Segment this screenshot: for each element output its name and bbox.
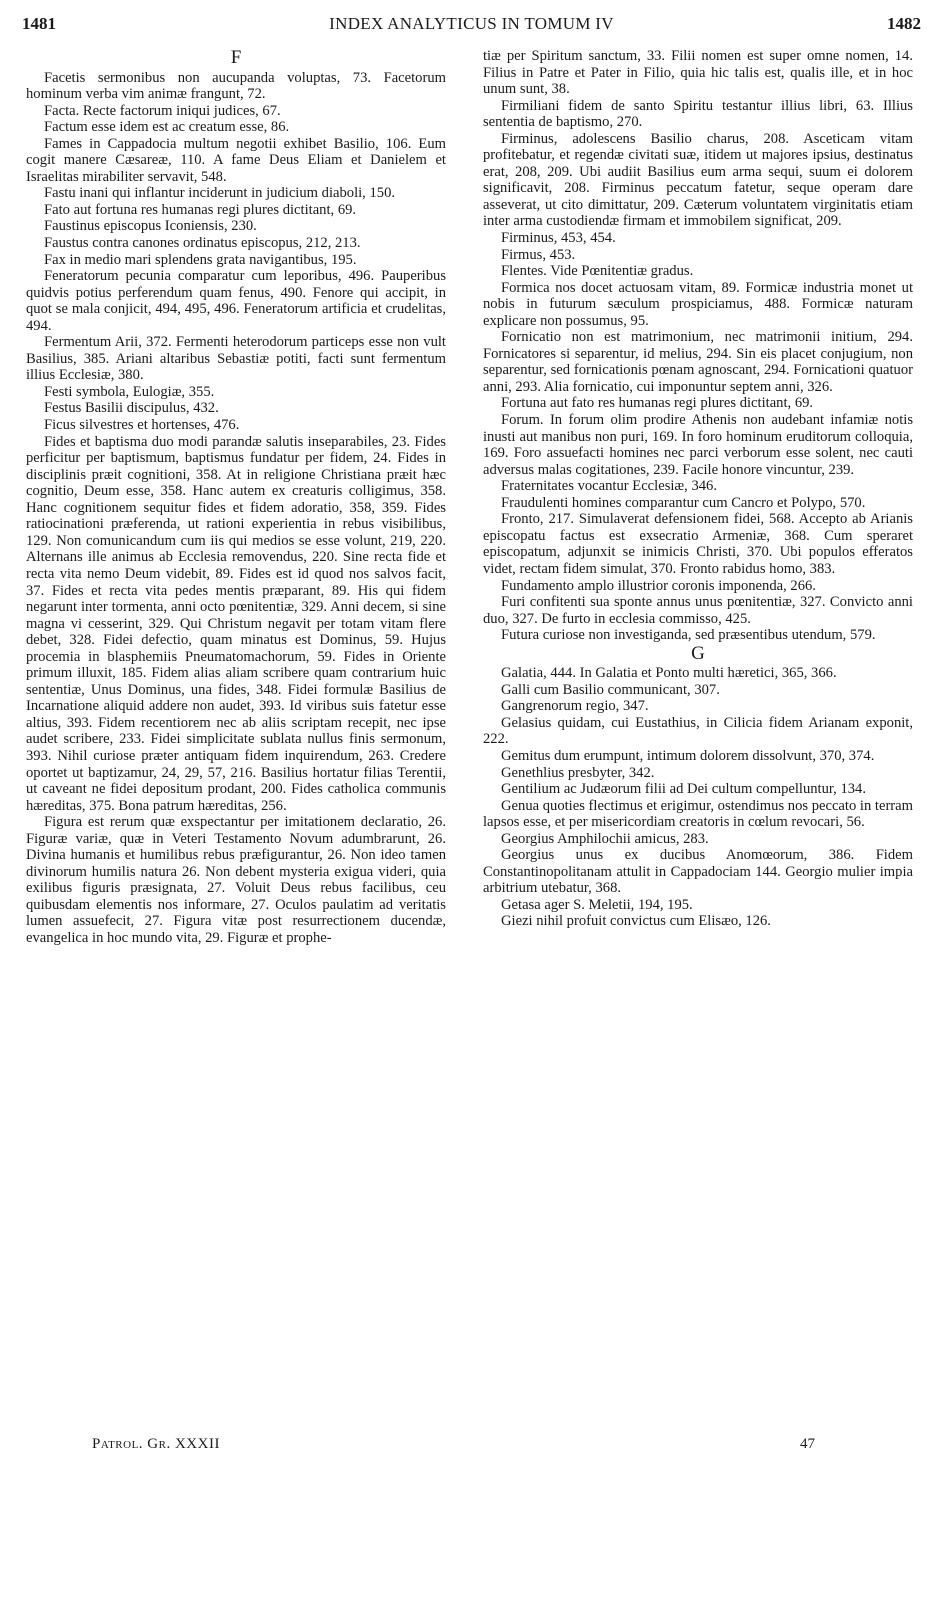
index-entry: Georgius Amphilochii amicus, 283. <box>501 830 709 847</box>
index-entry: Figura est rerum quæ exspectantur per imitationem declaratio, 26. Figuræ variæ, quæ in Veteri Testamento Novum adumbrarunt, 26. Divina humanis et humilibus rebus præfigurantur, 26. Non ideo tamen divinorum humilis natura 26. Non debent mysteria exigua videri, quia exilibus figuris præsignata, 27. Voluit Deus rebus facilibus, ceu quibusdam elementis nos informare, 27. Oculos paulatim ad veritatis lumen assuefecit, 27. Figura vitæ post resurrectionem ducendæ, evangelica in hoc mundo vita, 29. Figuræ et prophe- <box>26 814 446 946</box>
index-entry: Gemitus dum erumpunt, intimum dolorem dissolvunt, 370, 374. <box>501 747 875 764</box>
index-entry: Forum. In forum olim prodire Athenis non audebant infamiæ notis inusti aut manibus non puri, 169. In foro hominum eruditorum colloquia, 169. Foro assuefacti homines nec parci verborum esse solent, nec cauti adversus malas cogitationes, 239. Facile honore vincuntur, 239. <box>483 412 913 478</box>
index-entry: Gelasius quidam, cui Eustathius, in Cilicia fidem Arianam exponit, 222. <box>483 714 913 748</box>
index-entry: Fides et baptisma duo modi parandæ salutis inseparabiles, 23. Fides perficitur per baptismum, baptismus fundatur per fidem, 24. Fides in disciplinis præit cognitioni, 358. At in religione Christiana præit hæc cognitio, Deum esse, 358. Hanc autem ex creaturis colligimus, 358. Hanc cognitionem sequitur fides et fidem adoratio, 358, 359. Fides ratiocinationi præferenda, ut rationi experientia in rebus visibilibus, 129. Non comunicandum cum iis qui medios se esse volunt, 219, 220. Alternans ille animus ab Ecclesia removendus, 220. Sine recta fide et recta vita nemo Deum videbit, 89. Fides est id quod nos salvos facit, 37. Fides et recta vita pedes mentis præparant, 89. His qui fidem negarunt inter tormenta, anni octo pœnitentiæ, 329. Anni decem, si sine magna vi cesserint, 329. Qui Christum negavit per totam vitam flere debet, 328. Fidei defectio, quam minatus est Dominus, 59. Hujus procemia in blasphemiis Pneumatomachorum, 59. Fides in Oriente primum illuxit, 185. Fidem alias aliam scribere quam contrarium huic sententiæ, Unus Dominus, una fides, 348. Fidei formulæ Basilius de Incarnatione aliquid addere non audet, 393. Id viribus suis fatetur esse altius, 393. Fidem recentiorem nec ab aliis scriptam recepit, nec ipse audet scribere, 233. Fidei simplicitate sublata nullus finis sermonum, 393. Nihil curiose præter antiquam fidem inquirendum, 263. Credere oportet ut baptizamur, 24, 29, 57, 216. Basilius hortatur filias Terentii, ut caveant ne fidei depositum prodant, 200. Fides catholica communis hæreditas, 375. Bona patrum hæreditas, 256. <box>26 433 446 814</box>
index-entry: Festi symbola, Eulogiæ, 355. <box>44 383 215 400</box>
index-entry: Genua quoties flectimus et erigimur, ostendimus nos peccato in terram lapsos esse, et per misericordiam creatoris in cœlum revocari, 56. <box>483 797 913 831</box>
index-entry: Festus Basilii discipulus, 432. <box>44 400 219 417</box>
index-entry: Fraudulenti homines comparantur cum Cancro et Polypo, 570. <box>501 494 866 511</box>
index-entry: Fax in medio mari splendens grata navigantibus, 195. <box>44 251 357 268</box>
section-letter-f: F <box>230 47 242 68</box>
index-entry: Factum esse idem est ac creatum esse, 86. <box>44 119 290 136</box>
index-entry: Flentes. Vide Pœnitentiæ gradus. <box>501 263 694 280</box>
index-entry: Faustus contra canones ordinatus episcopus, 212, 213. <box>44 235 361 252</box>
index-entry: Fato aut fortuna res humanas regi plures dictitant, 69. <box>44 201 357 218</box>
index-entry: Furi confitenti sua sponte annus unus pœnitentiæ, 327. Convicto anni duo, 327. De furto in ecclesia commisso, 425. <box>483 594 913 627</box>
index-entry: Fames in Cappadocia multum negotii exhibet Basilio, 106. Eum cogit manere Cæsareæ, 110. A fame Deus Eliam et Danielem et Israelitas mirabiliter servavit, 548. <box>26 135 446 185</box>
index-entry: Giezi nihil profuit convictus cum Elisæo, 126. <box>501 913 771 930</box>
index-entry: Galatia, 444. In Galatia et Ponto multi hæretici, 365, 366. <box>501 665 837 682</box>
page-number-right: 1482 <box>887 14 921 33</box>
index-entry: Fronto, 217. Simulaverat defensionem fidei, 568. Accepto ab Arianis episcopatu factus est exsecratio Armeniæ, 368. Cum speraret episcopatum, adjunxit se inimicis Christi, 370. Ubi populos efferatos videt, rectam fidem simulat, 370. Fronto rabidus homo, 383. <box>483 511 913 577</box>
index-entry: Firmus, 453. <box>501 246 576 263</box>
index-entry: Fundamento amplo illustrior coronis imponenda, 266. <box>501 577 816 594</box>
right-entry-list-g <box>483 665 913 930</box>
index-entry: Fermentum Arii, 372. Fermenti heterodorum particeps esse non vult Basilius, 385. Ariani altaribus Sebastiæ potiti, facti sunt fermentum illius Ecclesiæ, 380. <box>26 334 446 384</box>
index-entry: Facta. Recte factorum iniqui judices, 67. <box>44 102 281 119</box>
page-header <box>22 14 921 36</box>
index-entry: Firmiliani fidem de santo Spiritu testantur illius libri, 63. Illius sententia de baptismo, 270. <box>483 97 913 131</box>
index-entry: Firminus, adolescens Basilio charus, 208. Asceticam vitam profitebatur, et regendæ civitati suæ, itidem ut majores ipsius, destinatus erat, 208, 209. Ubi audiit Basilius eum arma sequi, suum ei dolorem significavit, 208. Firminus peccatum fatetur, seque operam dare asseverat, ut cito dimittatur, 209. Cæterum voluntatem virginitatis etiam inter arma custodiendæ firmam et immobilem significat, 209. <box>483 130 913 230</box>
index-entry: Faustinus episcopus Iconiensis, 230. <box>44 218 257 235</box>
index-entry: Fornicatio non est matrimonium, nec matrimonii initium, 294. Fornicatores si separentur, id melius, 294. Sin eis placet conjugium, non separentur, sed fornicationis pœnam agnoscant, 294. Fornicationi quatuor anni, 293. Alia fornicatio, cui imponuntur septem anni, 326. <box>483 329 913 395</box>
section-letter-g: G <box>691 642 705 664</box>
index-entry: tiæ per Spiritum sanctum, 33. Filii nomen est super omne nomen, 14. Filius in Patre et Pater in Filio, quia hic talis est, qualis ille, et in hoc unum sunt, 38. <box>483 48 913 98</box>
index-entry: Fastu inani qui inflantur inciderunt in judicium diaboli, 150. <box>44 185 396 202</box>
index-entry: Galli cum Basilio communicant, 307. <box>501 681 720 698</box>
right-entry-list-f <box>483 48 913 644</box>
index-entry: Fortuna aut fato res humanas regi plures dictitant, 69. <box>501 395 814 412</box>
index-entry: Fraternitates vocantur Ecclesiæ, 346. <box>501 478 717 495</box>
index-entry: Firminus, 453, 454. <box>501 230 616 247</box>
index-entry: Getasa ager S. Meletii, 194, 195. <box>501 896 693 913</box>
footer-series: Patrol. Gr. XXXII <box>92 1436 220 1452</box>
index-entry: Gangrenorum regio, 347. <box>501 698 649 715</box>
index-entry: Georgius unus ex ducibus Anomœorum, 386. Fidem Constantinopolitanam attulit in Cappadociam 144. Georgio mulier impia arbitrium utebatur, 368. <box>483 847 913 897</box>
index-entry: Futura curiose non investiganda, sed præsentibus utendum, 579. <box>501 627 876 644</box>
right-column <box>483 48 913 930</box>
left-entry-list <box>26 70 446 947</box>
index-entry: Formica nos docet actuosam vitam, 89. Formicæ industria monet ut nobis in futurum sæculum prospiciamus, 488. Formicæ naturam explicare non possumus, 95. <box>483 279 913 329</box>
index-entry: Feneratorum pecunia comparatur cum leporibus, 496. Pauperibus quidvis potius perferendum quam fenus, 490. Fenore qui accipit, in quot se mala conjicit, 494, 495, 496. Feneratorum artificia et crudelitas, 494. <box>26 268 446 334</box>
index-entry: Ficus silvestres et hortenses, 476. <box>44 417 240 434</box>
index-entry: Gentilium ac Judæorum filii ad Dei cultum compelluntur, 134. <box>501 781 867 798</box>
index-entry: Genethlius presbyter, 342. <box>501 764 655 781</box>
page-number-left: 1481 <box>22 14 56 33</box>
running-title: INDEX ANALYTICUS IN TOMUM IV <box>329 14 614 33</box>
index-entry: Facetis sermonibus non aucupanda voluptas, 73. Facetorum hominum verba vim animæ frangunt, 72. <box>26 69 446 103</box>
left-column <box>26 48 446 947</box>
footer-signature: 47 <box>800 1436 815 1452</box>
